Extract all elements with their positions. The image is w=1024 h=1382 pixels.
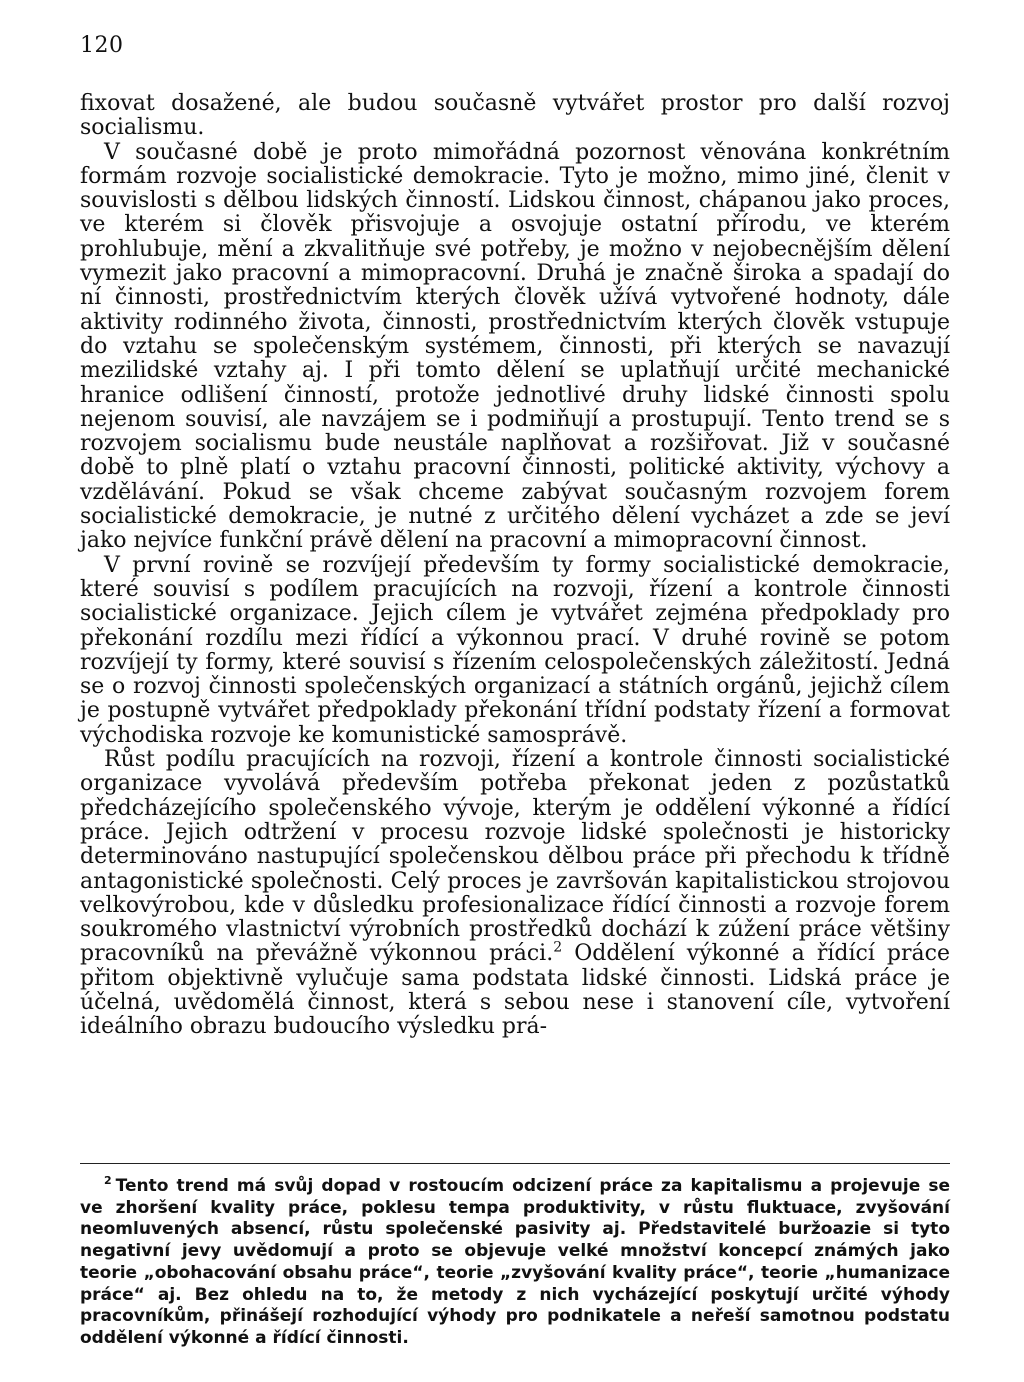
footnote-2 (80, 1176, 950, 1350)
main-text (80, 92, 950, 1040)
footnote-separator (80, 1163, 950, 1164)
footnote-marker: 2 (104, 1174, 112, 1188)
footnote-reference[interactable]: 2 (553, 940, 563, 957)
footnotes (80, 1176, 950, 1350)
footnote-text: Tento trend má svůj dopad v rostoucím odcizení práce za kapitalismu a projevuje se ve zhoršení kvality práce, poklesu tempa produktivity, v růstu fluktuace, zvyšování neomluvených absencí, růstu společenské pasivity aj. Představitelé buržoazie si tyto negativní jevy uvědomují a proto se objevuje velké množství koncepcí známých jako teorie „obohacování obsahu práce“, teorie „zvyšování kvality práce“, teorie „humanizace práce“ aj. Bez ohledu na to, že metody z nich vycházející poskytují určité výhody pracovníkům, přinášejí rozhodující výhody pro podnikatele a neřeší samotnou podstatu oddělení výkonné a řídící činnosti. (80, 1176, 950, 1348)
paragraph-2: V současné době je proto mimořádná pozornost věnována konkrétním formám rozvoje socialistické demokracie. Tyto je možno, mimo jiné, členit v souvislosti s dělbou lidských činností. Lidskou činnost, chápanou jako proces, ve kterém si člověk přisvojuje a osvojuje ostatní přírodu, ve kterém prohlubuje, mění a zkvalitňuje své potřeby, je možno v nejobecnějším dělení vymezit jako pracovní a mimopracovní. Druhá je značně široka a spadají do ní činnosti, prostřednictvím kterých člověk užívá vytvořené hodnoty, dále aktivity rodinného života, činnosti, prostřednictvím kterých člověk vstupuje do vztahu se společenským systémem, činnosti, při kterých se navazují mezilidské vztahy aj. I při tomto dělení se uplatňují určité mechanické hranice odlišení činností, protože jednotlivé druhy lidské činnosti spolu nejenom souvisí, ale navzájem se i podmiňují a prostupují. Tento trend se s rozvojem socialismu bude neustále naplňovat a rozšiřovat. Již v současné době to plně platí o vztahu pracovní činnosti, politické aktivity, výchovy a vzdělávání. Pokud se však chceme zabývat současným rozvojem forem socialistické demokracie, je nutné z určitého dělení vycházet a zde se jeví jako nejvíce funkční právě dělení na pracovní a mimopracovní činnost. (80, 139, 950, 554)
paragraph-4 (80, 748, 950, 1040)
paragraph-1: fixovat dosažené, ale budou současně vytvářet prostor pro další rozvoj socialismu. (80, 91, 950, 141)
paragraph-3: V první rovině se rozvíjejí především ty formy socialistické demokracie, které souvisí s podílem pracujících na rozvoji, řízení a kontrole činnosti socialistické organizace. Jejich cílem je vytvářet zejména předpoklady pro překonání rozdílu mezi řídící a výkonnou prací. V druhé rovině se potom rozvíjejí ty formy, které souvisí s řízením celospolečenských záležitostí. Jedná se o rozvoj činnosti společenských organizací a státních orgánů, jejichž cílem je postupně vytvářet předpoklady překonání třídní podstaty řízení a formovat východiska rozvoje ke komunistické samosprávě. (80, 552, 950, 748)
paragraph-4-text-before-ref: Růst podílu pracujících na rozvoji, řízení a kontrole činnosti socialistické organizace vyvolává především potřeba překonat jeden z pozůstatků předcházejícího společenského vývoje, kterým je oddělení výkonné a řídící práce. Jejich odtržení v procesu rozvoje lidské společnosti je historicky determinováno nastupující společenskou dělbou práce při přechodu k třídně antagonistické společnosti. Celý proces je završován kapitalistickou strojovou velkovýrobou, kde v důsledku profesionalizace řídící činnosti a rozvoje forem soukromého vlastnictví výrobních prostředků dochází k zúžení práce většiny pracovníků na převážně výkonnou práci. (80, 747, 950, 967)
paragraph-4-text-after-ref: Oddělení výkonné a řídící práce přitom objektivně vylučuje sama podstata lidské činnosti. Lidská práce je účelná, uvědomělá činnost, která s sebou nese i stanovení cíle, vytvoření ideálního obrazu budoucího výsledku prá- (80, 941, 950, 1040)
page-number: 120 (80, 33, 124, 58)
